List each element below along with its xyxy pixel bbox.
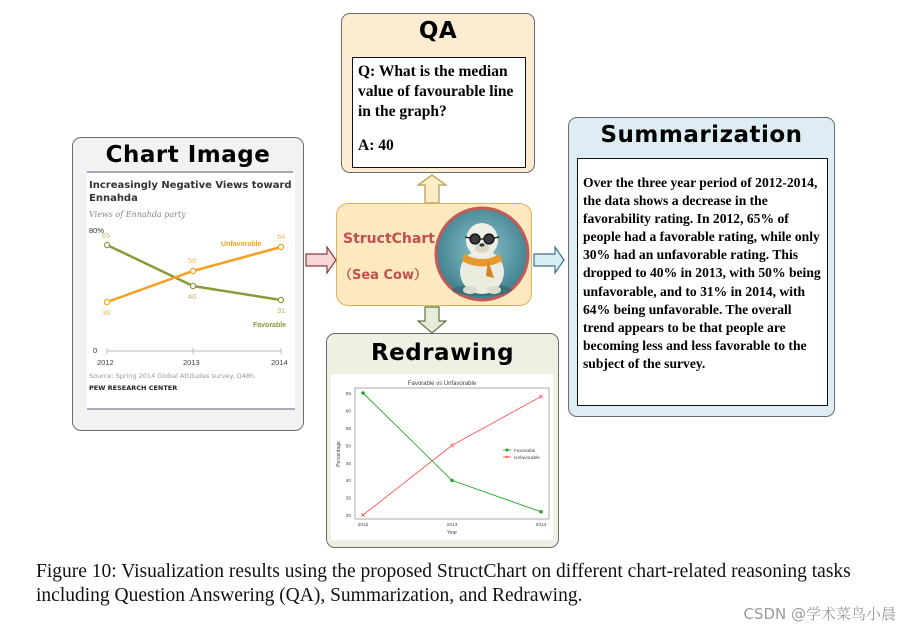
pew-line-chart (87, 223, 295, 388)
structchart-label: StructChart (343, 231, 435, 247)
pew-source: Source: Spring 2014 Global Attitudes survey. Q48h. (89, 372, 257, 380)
summarization-title: Summarization (600, 122, 803, 148)
svg-text:2014: 2014 (535, 523, 547, 528)
svg-text:65: 65 (345, 392, 351, 397)
summary-box (577, 158, 828, 406)
svg-text:45: 45 (345, 461, 351, 467)
arrow-right-in-icon (305, 245, 337, 275)
svg-text:Unfavorable: Unfavorable (514, 456, 540, 461)
svg-text:40: 40 (188, 292, 197, 301)
redrawn-matplotlib-chart (331, 374, 553, 540)
svg-text:55: 55 (345, 427, 351, 432)
svg-text:Favorable: Favorable (253, 322, 287, 329)
svg-text:Year: Year (446, 530, 458, 536)
arrow-up-icon (416, 174, 448, 204)
svg-text:30: 30 (102, 308, 111, 317)
pew-chart-subtitle: Views of Ennahda party (89, 210, 186, 219)
redrawing-panel (326, 333, 559, 548)
qa-panel (341, 13, 535, 173)
svg-text:64: 64 (277, 232, 286, 241)
sea-cow-mascot-icon (432, 204, 532, 304)
svg-text:31: 31 (277, 306, 286, 315)
bottom-divider (87, 408, 295, 410)
qa-question: Q: What is the median value of favourable line in the graph? (358, 63, 514, 120)
svg-text:2014: 2014 (271, 358, 288, 367)
structchart-model-box (336, 203, 532, 306)
svg-text:60: 60 (345, 409, 351, 415)
svg-text:Favorable: Favorable (514, 449, 536, 454)
summarization-panel (568, 117, 835, 417)
svg-text:80%: 80% (89, 226, 105, 235)
figure-caption: Figure 10: Visualization results using the proposed StructChart on different chart-related reasoning tasks including Question Answering (QA), Summarization, and Redrawing. (36, 561, 851, 606)
svg-text:Unfavorable: Unfavorable (221, 241, 262, 248)
svg-text:65: 65 (102, 231, 111, 240)
svg-text:Percentage: Percentage (336, 441, 342, 467)
svg-text:50: 50 (345, 444, 351, 450)
svg-text:2013: 2013 (446, 523, 458, 528)
qa-box (352, 57, 526, 168)
svg-text:Favorable vs Unfavorable: Favorable vs Unfavorable (407, 381, 477, 387)
svg-text:40: 40 (345, 479, 351, 485)
svg-text:35: 35 (345, 496, 351, 502)
arrow-down-icon (417, 306, 447, 334)
svg-text:0: 0 (93, 346, 98, 355)
redrawing-title: Redrawing (370, 340, 515, 366)
summary-text: Over the three year period of 2012-2014, the data shows a decrease in the favorability rating. In 2012, 65% of people had a favorable rating, while only 30% had an unfavorable rating. This dropped to 40% in 2013, with 50% being unfavorable, and to 31% in 2014, with 64% being unfavorable. The overall trend appears to be that people are becoming less and less favorable to the subject of the survey. (583, 175, 821, 371)
pew-chart-title: Increasingly Negative Views toward Ennahda (89, 180, 292, 204)
qa-answer: A: 40 (358, 137, 394, 154)
svg-text:30: 30 (345, 514, 351, 519)
pew-credit: PEW RESEARCH CENTER (89, 384, 178, 392)
svg-text:2012: 2012 (97, 358, 114, 367)
qa-title: QA (418, 18, 458, 44)
svg-text:2013: 2013 (183, 358, 200, 367)
pew-chart (87, 173, 295, 410)
chart-image-title: Chart Image (105, 142, 271, 168)
sea-cow-label: （Sea Cow） (339, 268, 427, 283)
svg-text:2012: 2012 (357, 523, 369, 528)
svg-text:50: 50 (188, 256, 197, 265)
arrow-right-out-icon (533, 245, 565, 275)
csdn-watermark: CSDN @学术菜鸟小晨 (743, 605, 896, 623)
chart-image-panel (72, 137, 304, 431)
